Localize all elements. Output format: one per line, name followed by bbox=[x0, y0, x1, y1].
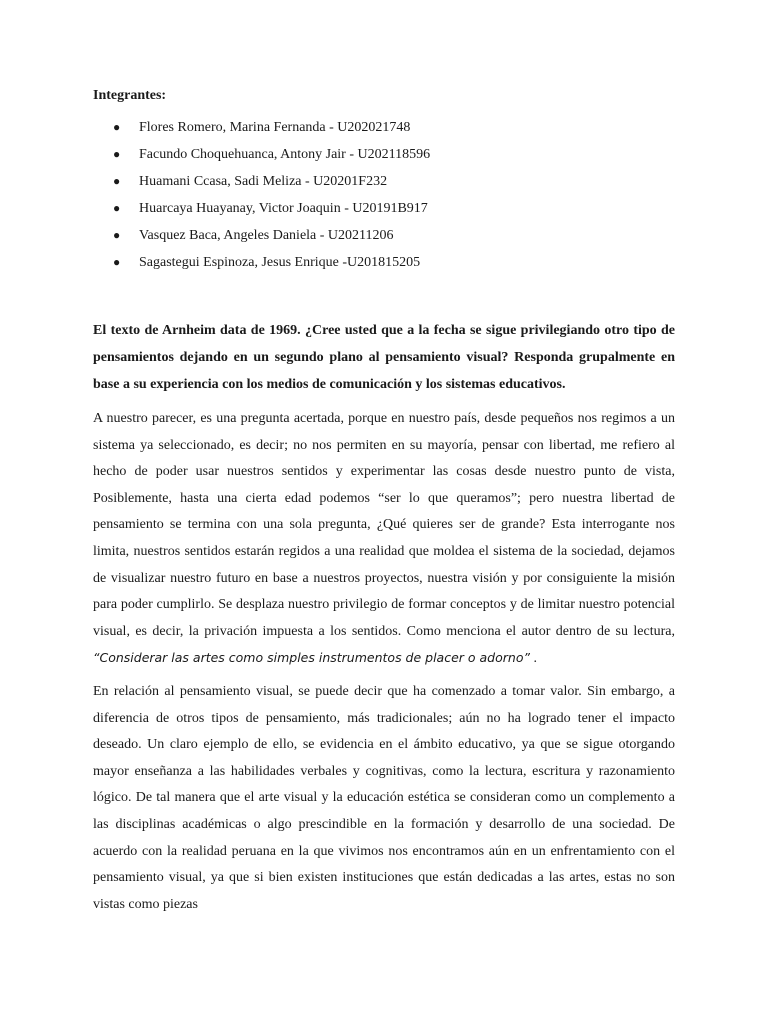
list-item bbox=[93, 114, 675, 141]
document-page bbox=[93, 86, 675, 922]
bullet-icon: ● bbox=[113, 174, 121, 188]
list-item bbox=[93, 222, 675, 249]
bullet-icon: ● bbox=[113, 255, 121, 269]
paragraph-text: A nuestro parecer, es una pregunta acertada, porque en nuestro país, desde pequeños nos regimos a un sistema ya seleccionado, es decir; no nos permiten en su mayoría, pensar con libertad, me refiero al hecho de poder usar nuestros sentidos y experimentar las cosas desde nuestro punto de vista, Posiblemente, hasta una cierta edad podemos “ser lo que queramos”; pero nuestra libertad de pensamiento se termina con una sola pregunta, ¿Qué quieres ser de grande? Esta interrogante nos limita, nuestros sentidos estarán regidos a una realidad que moldea el sistema de la sociedad, dejamos de visualizar nuestro futuro en base a nuestros proyectos, nuestra visión y por consiguiente la misión para poder cumplirlo. Se desplaza nuestro privilegio de formar conceptos y de limitar nuestro potencial visual, es decir, la privación impuesta a los sentidos. Como menciona el autor dentro de su lectura, bbox=[93, 411, 675, 639]
answer-paragraph-1 bbox=[93, 406, 675, 673]
bullet-icon: ● bbox=[113, 120, 121, 134]
member-name: Sagastegui Espinoza, Jesus Enrique -U201815205 bbox=[139, 255, 421, 270]
list-item bbox=[93, 195, 675, 222]
bullet-icon: ● bbox=[113, 147, 121, 161]
member-name: Vasquez Baca, Angeles Daniela - U20211206 bbox=[139, 228, 394, 243]
author-quote: “Considerar las artes como simples instrumentos de placer o adorno” bbox=[93, 650, 530, 666]
paragraph-end: . bbox=[529, 651, 537, 667]
answer-paragraph-2: En relación al pensamiento visual, se puede decir que ha comenzado a tomar valor. Sin embargo, a diferencia de otros tipos de pensamiento, más tradicionales; aún no ha logrado tener el impacto deseado. Un claro ejemplo de ello, se evidencia en el ámbito educativo, ya que se sigue otorgando mayor enseñanza a las habilidades verbales y cognitivas, como la lectura, escritura y razonamiento lógico. De tal manera que el arte visual y la educación estética se consideran como un complemento a las disciplinas académicas o algo prescindible en la formación y desarrollo de una sociedad. De acuerdo con la realidad peruana en la que vivimos nos encontramos aún en un enfrentamiento con el pensamiento visual, ya que si bien existen instituciones que están dedicadas a las artes, estas no son vistas como piezas bbox=[93, 683, 675, 912]
member-name: Flores Romero, Marina Fernanda - U202021748 bbox=[139, 120, 411, 135]
members-list bbox=[93, 114, 675, 276]
bullet-icon: ● bbox=[113, 228, 121, 242]
member-name: Huamani Ccasa, Sadi Meliza - U20201F232 bbox=[139, 174, 388, 189]
list-item bbox=[93, 168, 675, 195]
list-item bbox=[93, 141, 675, 168]
bullet-icon: ● bbox=[113, 201, 121, 215]
members-heading: Integrantes: bbox=[93, 88, 167, 103]
member-name: Facundo Choquehuanca, Antony Jair - U202118596 bbox=[139, 147, 431, 162]
question-paragraph: El texto de Arnheim data de 1969. ¿Cree usted que a la fecha se sigue privilegiando otro tipo de pensamientos dejando en un segundo plano al pensamiento visual? Responda grupalmente en base a su experiencia con los medios de comunicación y los sistemas educativos. bbox=[93, 323, 675, 392]
list-item bbox=[93, 249, 675, 276]
member-name: Huarcaya Huayanay, Victor Joaquin - U20191B917 bbox=[139, 201, 428, 216]
